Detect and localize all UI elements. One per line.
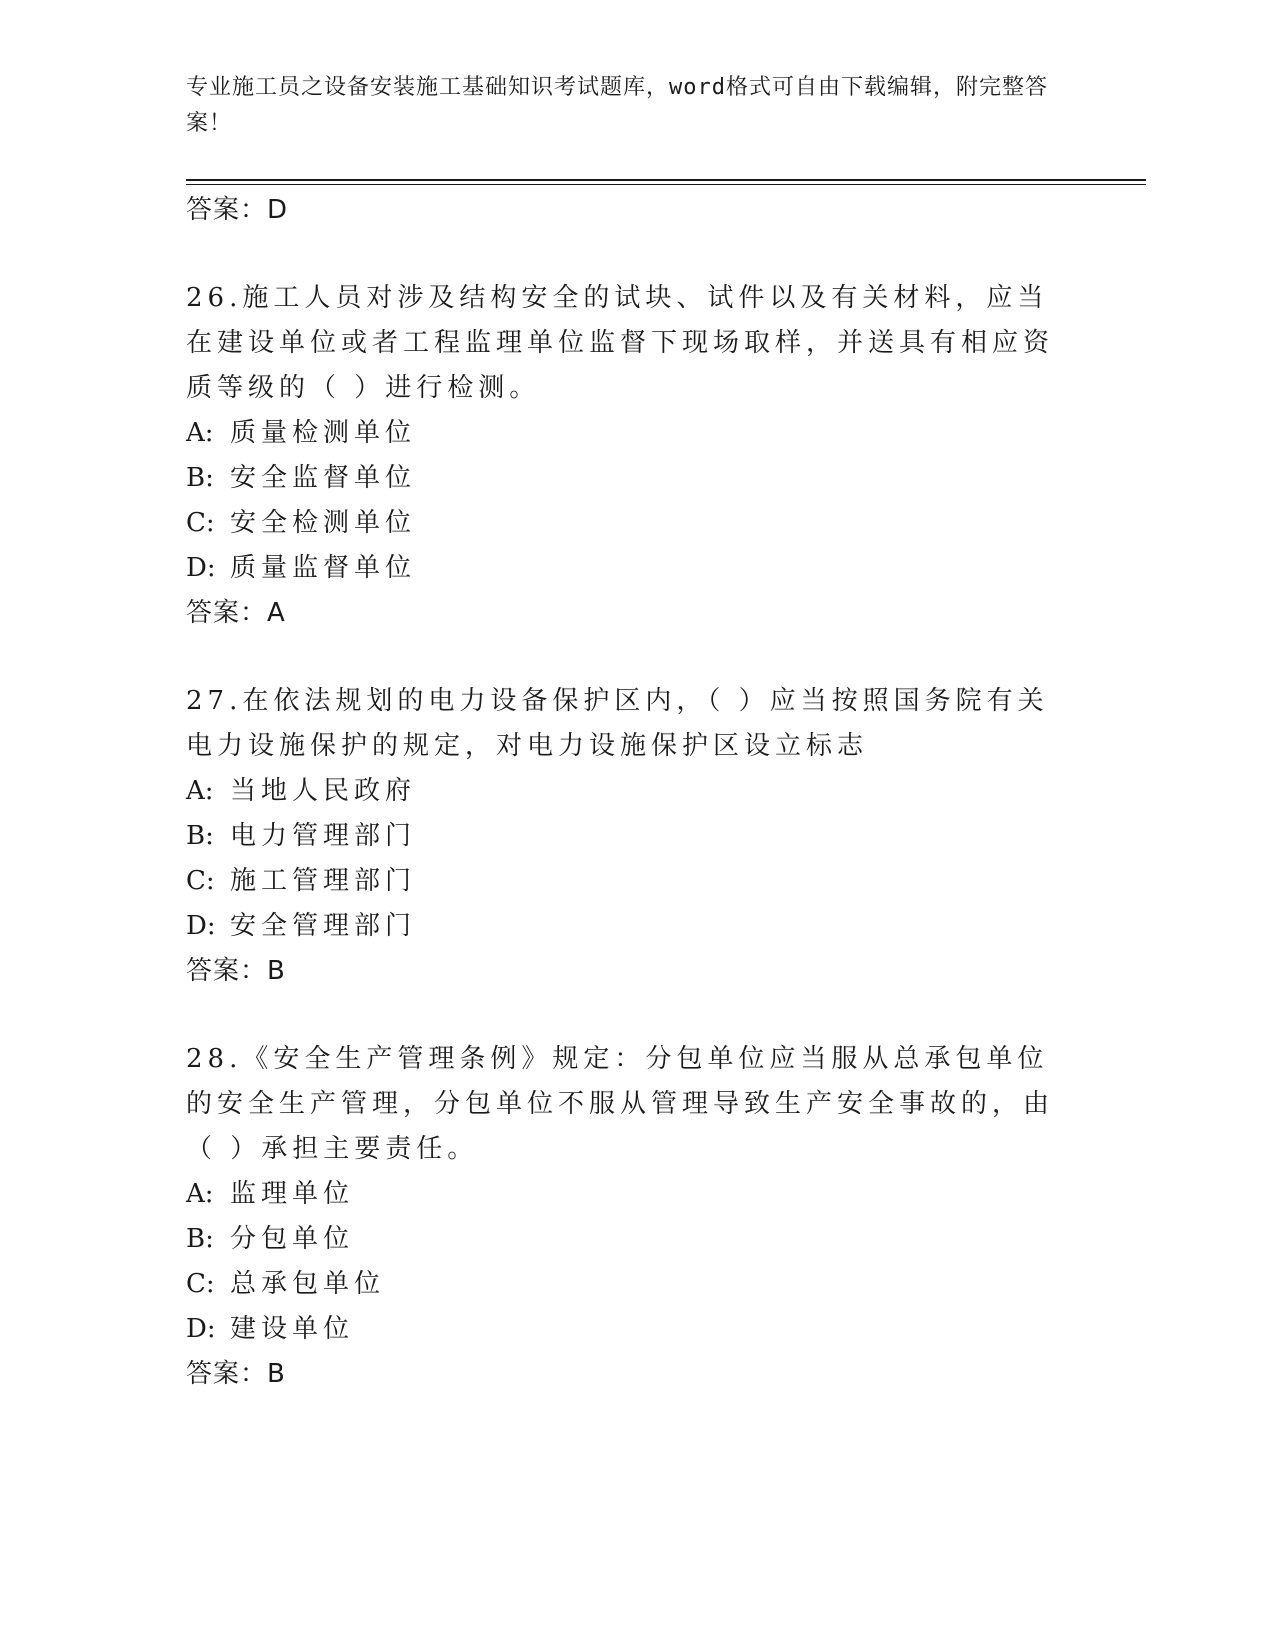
- option-key: C:: [186, 866, 215, 896]
- option-a: [186, 1172, 1066, 1217]
- option-key: D:: [186, 553, 216, 583]
- option-b: [186, 814, 1066, 859]
- option-c: [186, 501, 1066, 546]
- question-text: 28.《安全生产管理条例》规定：分包单位应当服从总承包单位的安全生产管理，分包单位不服从管理导致生产安全事故的，由（ ）承担主要责任。: [186, 1044, 1055, 1164]
- question-text: 27.在依法规划的电力设备保护区内，（ ）应当按照国务院有关电力设施保护的规定，对电力设施保护区设立标志: [186, 686, 1049, 761]
- option-text: 总承包单位: [230, 1269, 386, 1299]
- option-key: B:: [186, 463, 214, 493]
- option-key: B:: [186, 1224, 214, 1254]
- option-a: [186, 769, 1066, 814]
- option-key: D:: [186, 911, 216, 941]
- option-a: [186, 411, 1066, 456]
- option-text: 建设单位: [230, 1314, 355, 1344]
- option-d: [186, 1307, 1066, 1352]
- answer-q27: 答案：B: [186, 956, 286, 986]
- option-b: [186, 456, 1066, 501]
- option-text: 施工管理部门: [230, 866, 417, 896]
- option-key: B:: [186, 821, 214, 851]
- option-key: C:: [186, 1269, 215, 1299]
- option-text: 当地人民政府: [230, 776, 417, 806]
- option-text: 电力管理部门: [230, 821, 417, 851]
- question-26: [186, 276, 1066, 636]
- question-text: 26.施工人员对涉及结构安全的试块、试件以及有关材料，应当在建设单位或者工程监理单位监督下现场取样，并送具有相应资质等级的（ ）进行检测。: [186, 283, 1055, 403]
- option-d: [186, 546, 1066, 591]
- question-27: [186, 679, 1066, 994]
- option-key: A:: [186, 776, 214, 806]
- answer-q25: 答案：D: [186, 195, 289, 225]
- option-c: [186, 859, 1066, 904]
- option-text: 安全检测单位: [230, 508, 417, 538]
- option-text: 监理单位: [230, 1179, 355, 1209]
- answer-q28: 答案：B: [186, 1359, 286, 1389]
- option-text: 质量检测单位: [230, 418, 417, 448]
- header-rule-thin: [186, 184, 1146, 185]
- question-28: [186, 1037, 1066, 1397]
- option-text: 安全管理部门: [230, 911, 417, 941]
- option-d: [186, 904, 1066, 949]
- option-key: C:: [186, 508, 215, 538]
- option-text: 分包单位: [230, 1224, 355, 1254]
- header-rule-thick: [186, 179, 1146, 181]
- option-key: D:: [186, 1314, 216, 1344]
- document-body: [186, 188, 1066, 1440]
- option-key: A:: [186, 1179, 214, 1209]
- option-text: 安全监督单位: [230, 463, 417, 493]
- option-text: 质量监督单位: [230, 553, 417, 583]
- option-c: [186, 1262, 1066, 1307]
- option-b: [186, 1217, 1066, 1262]
- page-header: 专业施工员之设备安装施工基础知识考试题库，word格式可自由下载编辑，附完整答案！: [186, 75, 1048, 136]
- answer-q26: 答案：A: [186, 598, 286, 628]
- option-key: A:: [186, 418, 214, 448]
